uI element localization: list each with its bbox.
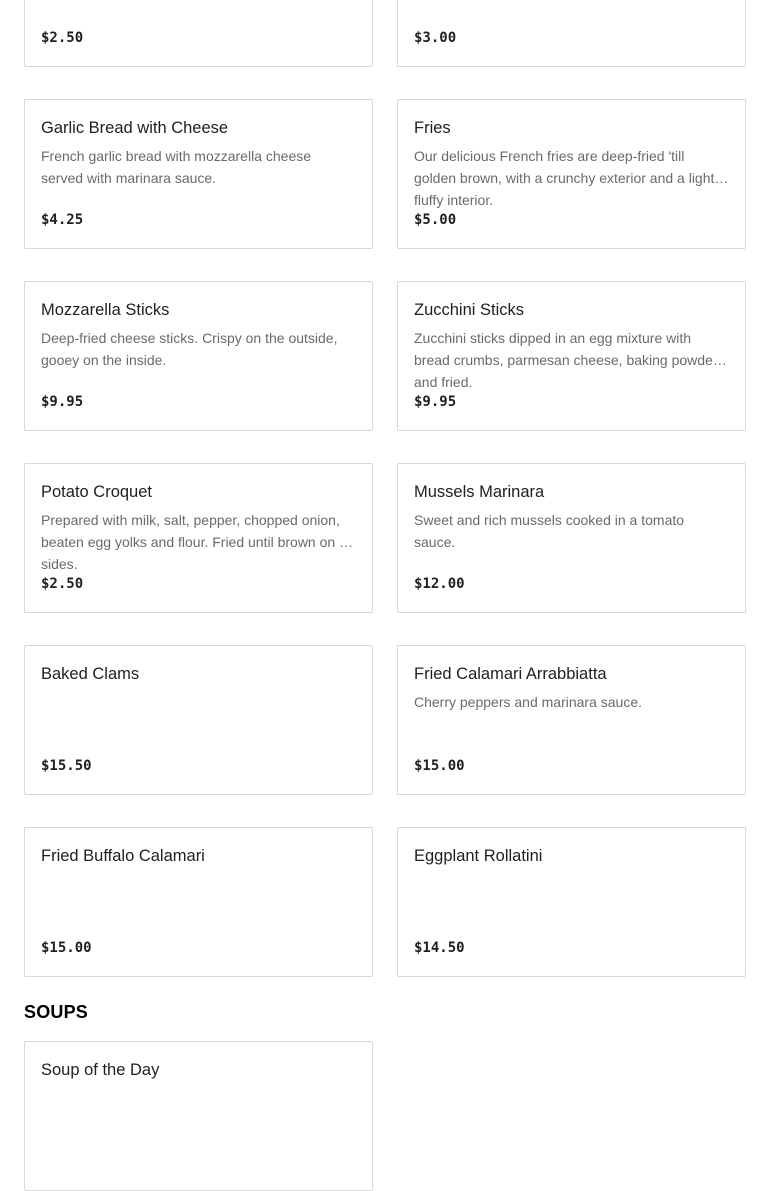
menu-item-name: Eggplant Rollatini — [414, 847, 543, 865]
menu-item-price: $15.00 — [414, 758, 465, 774]
menu-item-description: Cherry peppers and marinara sauce. — [414, 694, 643, 710]
menu-item-price: $2.50 — [41, 30, 84, 46]
menu-item-card-potato-croquet[interactable] — [24, 463, 373, 613]
menu-item-price: $4.25 — [41, 212, 84, 228]
menu-item-card[interactable] — [397, 0, 746, 67]
menu-item-price: $12.00 — [414, 576, 465, 592]
menu-item-card-fried-buffalo-calamari[interactable] — [24, 827, 373, 977]
menu-item-description: Sweet and rich mussels cooked in a tomato sauce. — [414, 512, 685, 550]
menu-item-description: Prepared with milk, salt, pepper, chopped onion, beaten egg yolks and flour. Fried until brown on all sides. — [41, 512, 354, 572]
menu-item-card-fried-calamari-arrabbiatta[interactable] — [397, 645, 746, 795]
menu-item-card-mozzarella-sticks[interactable] — [24, 281, 373, 431]
menu-item-description: Our delicious French fries are deep-fried 'till golden brown, with a crunchy exterior and a light fluffy interior. — [414, 148, 715, 208]
menu-item-name: Soup of the Day — [41, 1061, 160, 1079]
menu-item-card[interactable] — [24, 0, 373, 67]
menu-item-name: Mozzarella Sticks — [41, 301, 170, 319]
menu-item-name: Mussels Marinara — [414, 483, 545, 501]
menu-item-price: $5.00 — [414, 212, 457, 228]
menu-item-price: $15.50 — [41, 758, 92, 774]
menu-item-name: Baked Clams — [41, 665, 140, 683]
menu-item-name: Fries — [414, 119, 451, 137]
menu-item-card-eggplant-rollatini[interactable] — [397, 827, 746, 977]
menu-item-card-baked-clams[interactable] — [24, 645, 373, 795]
menu-item-name: Potato Croquet — [41, 483, 152, 501]
menu-item-price: $3.00 — [414, 30, 457, 46]
menu-item-name: Garlic Bread with Cheese — [41, 119, 229, 137]
menu-item-price: $9.95 — [414, 394, 457, 410]
menu-item-name: Zucchini Sticks — [414, 301, 525, 319]
menu-item-card-fries[interactable] — [397, 99, 746, 249]
menu-item-price: $15.00 — [41, 940, 92, 956]
menu-item-price: $9.95 — [41, 394, 84, 410]
menu-item-name: Fried Buffalo Calamari — [41, 847, 205, 865]
menu-item-description: Zucchini sticks dipped in an egg mixture with bread crumbs, parmesan cheese, baking powder and fried. — [414, 330, 718, 390]
menu-item-description: Deep-fried cheese sticks. Crispy on the outside, gooey on the inside. — [41, 330, 338, 368]
menu-item-card-soup-of-the-day[interactable] — [24, 1041, 373, 1191]
menu-item-price: $2.50 — [41, 576, 84, 592]
menu-item-name: Fried Calamari Arrabbiatta — [414, 665, 607, 683]
menu-item-price: $14.50 — [414, 940, 465, 956]
section-title-soups: SOUPS — [24, 1002, 89, 1022]
menu-item-card-garlic-bread[interactable] — [24, 99, 373, 249]
menu-item-card-zucchini-sticks[interactable] — [397, 281, 746, 431]
menu-item-card-mussels-marinara[interactable] — [397, 463, 746, 613]
menu-item-description: French garlic bread with mozzarella cheese served with marinara sauce. — [41, 148, 312, 186]
